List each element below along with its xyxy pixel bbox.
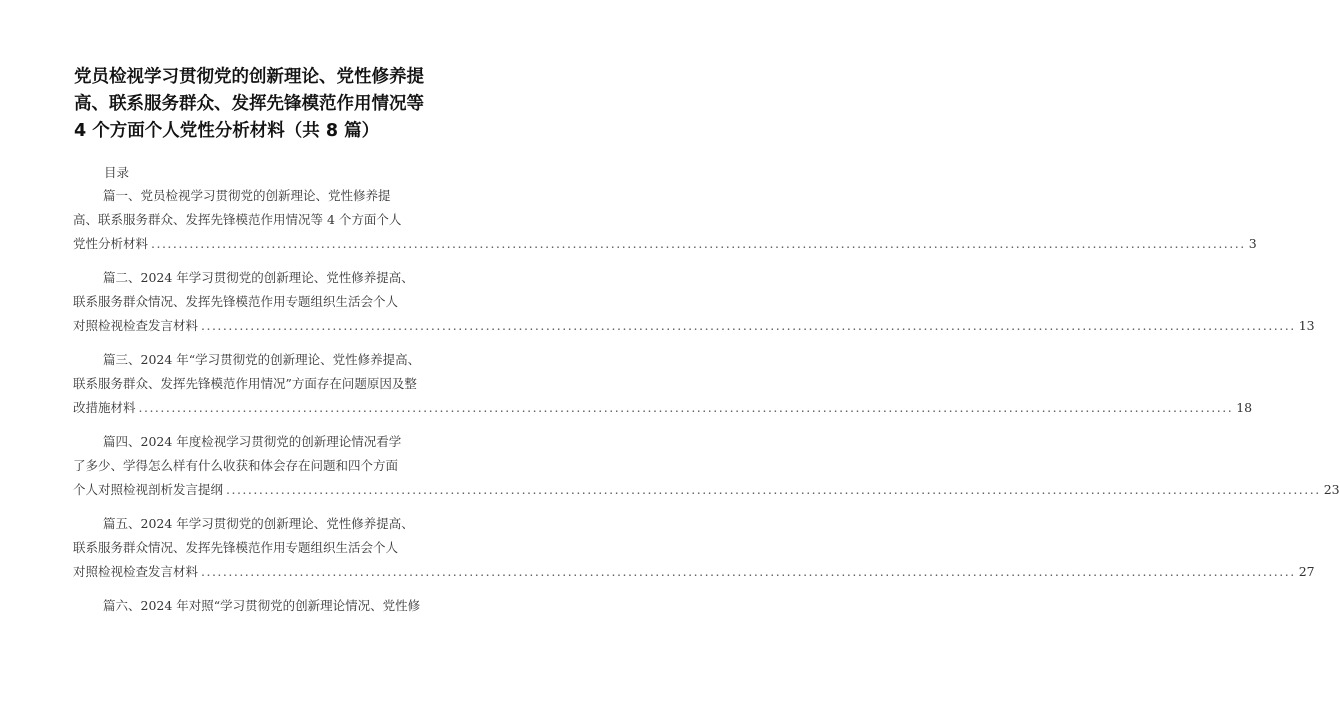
toc-heading: 目录: [104, 165, 130, 180]
toc-entry[interactable]: [73, 512, 1315, 584]
toc-entry-text: 改措施材料: [73, 400, 136, 415]
document-title: [74, 64, 434, 145]
toc-entry-text: 党性分析材料: [73, 236, 149, 251]
table-of-contents: [73, 184, 1340, 628]
toc-entry-line: [73, 396, 1253, 420]
toc-page-number: 3: [1248, 236, 1257, 251]
toc-entry-line: 篇三、2024 年“学习贯彻党的创新理论、党性修养提高、: [103, 352, 421, 367]
toc-entry-line: 篇一、党员检视学习贯彻党的创新理论、党性修养提: [103, 188, 391, 203]
title-line: 4 个方面个人党性分析材料（共 8 篇）: [74, 121, 380, 141]
toc-entry-line: 联系服务群众情况、发挥先锋模范作用专题组织生活会个人: [73, 540, 399, 555]
toc-entry-text: 个人对照检视剖析发言提纲: [73, 482, 224, 497]
toc-entry-line: [73, 314, 1315, 338]
toc-entry-line: 高、联系服务群众、发挥先锋模范作用情况等 4 个方面个人: [73, 212, 402, 227]
toc-entry-line: 篇二、2024 年学习贯彻党的创新理论、党性修养提高、: [103, 270, 414, 285]
toc-entry-line: 篇六、2024 年对照“学习贯彻党的创新理论情况、党性修: [103, 598, 421, 613]
toc-entry-text: 对照检视检查发言材料: [73, 564, 199, 579]
toc-page-number: 13: [1298, 318, 1315, 333]
toc-entry-line: [73, 560, 1315, 584]
toc-leader-dots: ........................................................................................................................................................................................................: [201, 318, 1296, 333]
toc-page-number: 27: [1298, 564, 1315, 579]
toc-entry[interactable]: [73, 184, 1257, 256]
title-line: 党员检视学习贯彻党的创新理论、党性修养提: [74, 67, 424, 87]
toc-entry[interactable]: [73, 348, 1253, 420]
toc-entry-line: 了多少、学得怎么样有什么收获和体会存在问题和四个方面: [73, 458, 399, 473]
toc-entry-line: 篇四、2024 年度检视学习贯彻党的创新理论情况看学: [103, 434, 402, 449]
toc-page-number: 23: [1323, 482, 1340, 497]
toc-entry-line: [73, 232, 1257, 256]
title-line: 高、联系服务群众、发挥先锋模范作用情况等: [74, 94, 424, 114]
toc-leader-dots: ........................................................................................................................................................................................................: [138, 400, 1234, 415]
toc-entry[interactable]: [73, 430, 1340, 502]
toc-leader-dots: ........................................................................................................................................................................................................: [151, 236, 1246, 251]
toc-entry-text: 对照检视检查发言材料: [73, 318, 199, 333]
toc-page-number: 18: [1236, 400, 1253, 415]
toc-entry-line: 联系服务群众、发挥先锋模范作用情况”方面存在问题原因及整: [73, 376, 417, 391]
toc-leader-dots: ........................................................................................................................................................................................................: [226, 482, 1321, 497]
toc-entry-line: [73, 478, 1340, 502]
toc-entry-line: 联系服务群众情况、发挥先锋模范作用专题组织生活会个人: [73, 294, 399, 309]
toc-entry[interactable]: [73, 594, 433, 618]
toc-leader-dots: ........................................................................................................................................................................................................: [201, 564, 1296, 579]
toc-entry[interactable]: [73, 266, 1315, 338]
toc-entry-line: 篇五、2024 年学习贯彻党的创新理论、党性修养提高、: [103, 516, 414, 531]
